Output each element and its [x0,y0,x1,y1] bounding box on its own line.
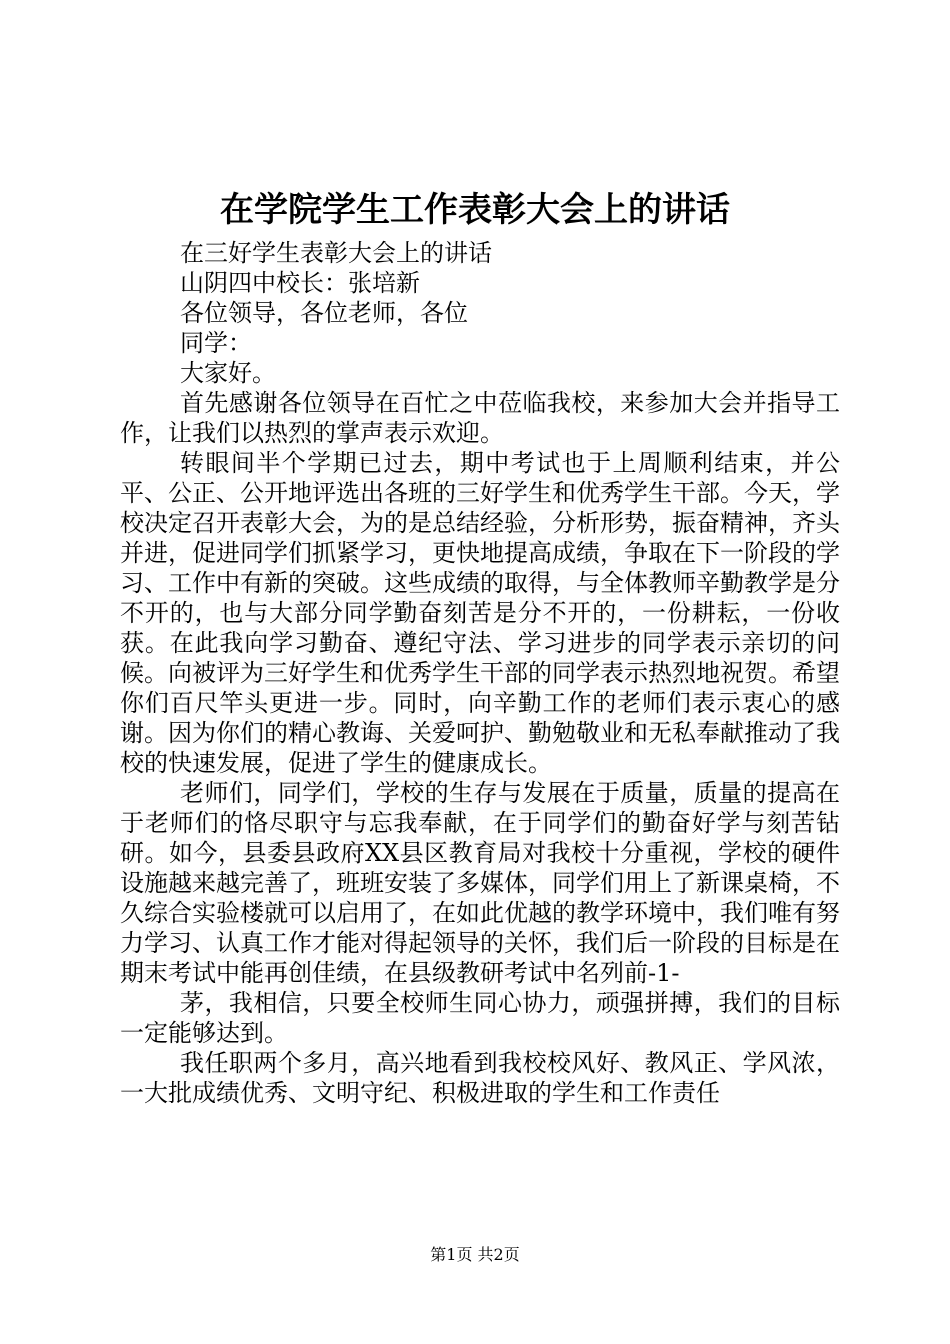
greeting-line: 大家好。 [180,359,276,387]
body-paragraph: 转眼间半个学期已过去，期中考试也于上周顺利结束，并公平、公正、公开地评选出各班的三好学生和优秀学生干部。今天，学校决定召开表彰大会，为的是总结经验，分析形势，振奋精神，齐头并进，促进同学们抓紧学习，更快地提高成绩，争取在下一阶段的学习、工作中有新的突破。这些成绩的取得，与全体教师辛勤教学是分不开的，也与大部分同学勤奋刻苦是分不开的，一份耕耘，一份收获。在此我向学习勤奋、遵纪守法、学习进步的同学表示亲切的问候。向被评为三好学生和优秀学生干部的同学表示热烈地祝贺。希望你们百尺竿头更进一步。同时，向辛勤工作的老师们表示衷心的感谢。因为你们的精心教诲、关爱呵护、勤勉敬业和无私奉献推动了我校的快速发展，促进了学生的健康成长。 [120,449,840,777]
speech-subtitle: 在三好学生表彰大会上的讲话 [180,239,492,267]
salutation-continuation: 同学： [180,329,252,357]
speaker-line: 山阴四中校长：张培新 [180,269,420,297]
document-title: 在学院学生工作表彰大会上的讲话 [220,190,730,230]
document-body [120,238,840,1108]
body-paragraph: 老师们，同学们，学校的生存与发展在于质量，质量的提高在于老师们的恪尽职守与忘我奉献，在于同学们的勤奋好学与刻苦钻研。如今，县委县政府XX县区教育局对我校十分重视，学校的硬件设施越来越完善了，班班安装了多媒体，同学们用上了新课桌椅，不久综合实验楼就可以启用了，在如此优越的教学环境中，我们唯有努力学习、认真工作才能对得起领导的关怀，我们后一阶段的目标是在期末考试中能再创佳绩，在县级教研考试中名列前-1- [120,779,840,987]
salutation-line: 各位领导，各位老师，各位 [180,299,468,327]
body-paragraph: 茅，我相信，只要全校师生同心协力，顽强拼搏，我们的目标一定能够达到。 [120,989,840,1047]
body-paragraph: 首先感谢各位领导在百忙之中莅临我校，来参加大会并指导工作，让我们以热烈的掌声表示欢迎。 [120,389,840,447]
body-paragraph: 我任职两个多月，高兴地看到我校校风好、教风正、学风浓，一大批成绩优秀、文明守纪、积极进取的学生和工作责任 [120,1049,840,1107]
page-indicator: 第1页 共2页 [430,1245,520,1264]
